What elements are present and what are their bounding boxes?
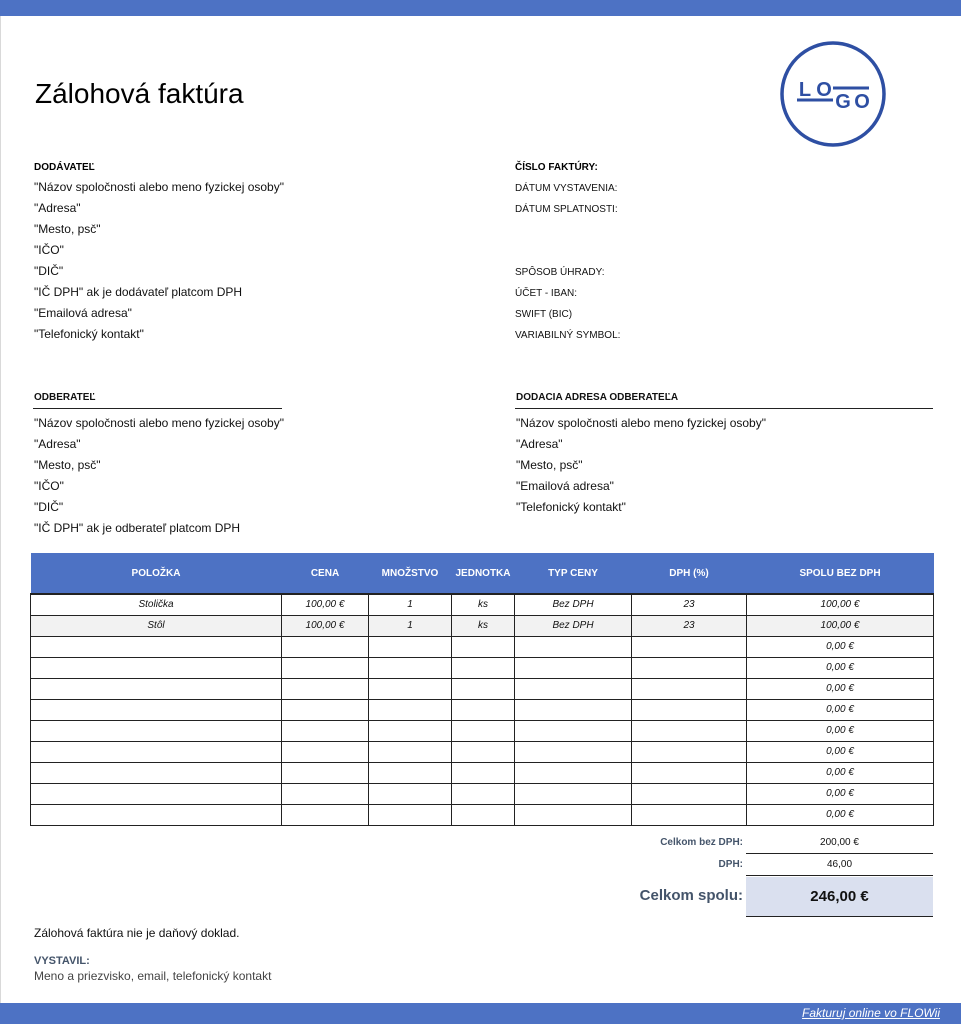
- col-header-price-type: TYP CENY: [515, 553, 632, 594]
- unit-cell: [452, 678, 515, 699]
- customer-dic: "DIČ": [34, 500, 64, 514]
- item-name-cell: [31, 762, 282, 783]
- item-name-cell: [31, 720, 282, 741]
- price-type-cell: [515, 636, 632, 657]
- quantity-cell: [369, 720, 452, 741]
- supplier-address: "Adresa": [34, 201, 81, 215]
- unit-cell: [452, 762, 515, 783]
- row-total-cell: 0,00 €: [747, 741, 934, 762]
- vat-cell: 23: [632, 615, 747, 636]
- delivery-heading: DODACIA ADRESA ODBERATEĽA: [515, 391, 933, 409]
- price-type-cell: [515, 657, 632, 678]
- item-name-cell: [31, 657, 282, 678]
- price-cell: [282, 783, 369, 804]
- item-name-cell: [31, 783, 282, 804]
- delivery-city: "Mesto, psč": [516, 458, 583, 472]
- table-row: [31, 699, 934, 720]
- price-cell: [282, 762, 369, 783]
- customer-ic-dph: "IČ DPH" ak je odberateľ platcom DPH: [34, 521, 241, 535]
- issuer-contact: Meno a priezvisko, email, telefonický kontakt: [34, 969, 272, 983]
- meta-spacer: [515, 245, 620, 266]
- quantity-cell: [369, 678, 452, 699]
- supplier-ic-dph: "IČ DPH" ak je dodávateľ platcom DPH: [34, 285, 243, 299]
- item-name-cell: [31, 678, 282, 699]
- item-name-cell: [31, 741, 282, 762]
- subtotal-row: [600, 832, 933, 854]
- logo-letter: O: [854, 91, 870, 113]
- unit-cell: [452, 699, 515, 720]
- vat-cell: [632, 783, 747, 804]
- vat-cell: 23: [632, 594, 747, 615]
- delivery-block: [515, 391, 933, 518]
- issue-date-label: DÁTUM VYSTAVENIA:: [515, 183, 618, 194]
- row-total-cell: 0,00 €: [747, 783, 934, 804]
- price-cell: [282, 741, 369, 762]
- supplier-block: [34, 161, 284, 345]
- subtotal-value: 200,00 €: [746, 832, 933, 854]
- unit-cell: [452, 783, 515, 804]
- vat-cell: [632, 741, 747, 762]
- vat-cell: [632, 804, 747, 825]
- price-cell: 100,00 €: [282, 615, 369, 636]
- subtotal-label: Celkom bez DPH:: [660, 837, 743, 848]
- delivery-email: "Emailová adresa": [516, 479, 614, 493]
- price-type-cell: [515, 804, 632, 825]
- delivery-phone: "Telefonický kontakt": [516, 500, 626, 514]
- flowii-link[interactable]: Fakturuj online vo FLOWii: [802, 1006, 940, 1020]
- vat-value: 46,00: [746, 854, 933, 876]
- item-name-cell: [31, 699, 282, 720]
- quantity-cell: [369, 783, 452, 804]
- row-total-cell: 100,00 €: [747, 594, 934, 615]
- table-row: [31, 636, 934, 657]
- quantity-cell: [369, 741, 452, 762]
- vat-cell: [632, 762, 747, 783]
- row-total-cell: 0,00 €: [747, 657, 934, 678]
- variable-symbol-label: VARIABILNÝ SYMBOL:: [515, 330, 621, 341]
- grand-total-value: 246,00 €: [746, 877, 933, 917]
- row-total-cell: 0,00 €: [747, 636, 934, 657]
- unit-cell: [452, 720, 515, 741]
- quantity-cell: [369, 699, 452, 720]
- table-row: [31, 741, 934, 762]
- item-name-cell: Stolička: [31, 594, 282, 615]
- item-name-cell: [31, 804, 282, 825]
- table-row: [31, 762, 934, 783]
- item-name-cell: [31, 636, 282, 657]
- quantity-cell: [369, 636, 452, 657]
- vat-cell: [632, 720, 747, 741]
- price-cell: [282, 699, 369, 720]
- price-cell: [282, 678, 369, 699]
- totals-block: [600, 832, 933, 917]
- unit-cell: ks: [452, 615, 515, 636]
- supplier-dic: "DIČ": [34, 264, 64, 278]
- quantity-cell: [369, 804, 452, 825]
- meta-spacer: [515, 224, 620, 245]
- customer-city: "Mesto, psč": [34, 458, 101, 472]
- tax-document-note: Zálohová faktúra nie je daňový doklad.: [34, 926, 240, 940]
- supplier-heading: DODÁVATEĽ: [34, 162, 95, 173]
- customer-heading: ODBERATEĽ: [33, 391, 282, 409]
- supplier-email: "Emailová adresa": [34, 306, 132, 320]
- price-cell: [282, 720, 369, 741]
- unit-cell: [452, 636, 515, 657]
- col-header-vat: DPH (%): [632, 553, 747, 594]
- top-accent-bar: [0, 0, 961, 16]
- page-edge: [0, 16, 1, 1003]
- due-date-label: DÁTUM SPLATNOSTI:: [515, 204, 618, 215]
- price-type-cell: Bez DPH: [515, 594, 632, 615]
- price-type-cell: [515, 783, 632, 804]
- table-row: [31, 804, 934, 825]
- bottom-accent-bar: [0, 1003, 961, 1024]
- row-total-cell: 0,00 €: [747, 699, 934, 720]
- iban-label: ÚČET - IBAN:: [515, 288, 578, 299]
- col-header-total: SPOLU BEZ DPH: [747, 553, 934, 594]
- customer-address: "Adresa": [34, 437, 81, 451]
- unit-cell: [452, 657, 515, 678]
- row-total-cell: 0,00 €: [747, 720, 934, 741]
- price-type-cell: [515, 678, 632, 699]
- row-total-cell: 0,00 €: [747, 678, 934, 699]
- table-row: [31, 783, 934, 804]
- price-type-cell: [515, 762, 632, 783]
- unit-cell: ks: [452, 594, 515, 615]
- page-title: Zálohová faktúra: [35, 78, 244, 109]
- supplier-city: "Mesto, psč": [34, 222, 101, 236]
- items-table: [30, 553, 934, 826]
- quantity-cell: [369, 762, 452, 783]
- price-type-cell: [515, 699, 632, 720]
- logo-letter: O: [816, 79, 832, 101]
- quantity-cell: 1: [369, 615, 452, 636]
- grand-total-row: [600, 877, 933, 917]
- price-cell: [282, 657, 369, 678]
- row-total-cell: 100,00 €: [747, 615, 934, 636]
- supplier-name: "Názov spoločnosti alebo meno fyzickej osoby": [34, 180, 284, 194]
- table-row: [31, 594, 934, 615]
- col-header-price: CENA: [282, 553, 369, 594]
- price-type-cell: Bez DPH: [515, 615, 632, 636]
- issued-by-label: VYSTAVIL:: [34, 955, 90, 967]
- invoice-number-label: ČÍSLO FAKTÚRY:: [515, 162, 598, 173]
- col-header-unit: JEDNOTKA: [452, 553, 515, 594]
- quantity-cell: 1: [369, 594, 452, 615]
- table-header-row: [31, 553, 934, 594]
- customer-block: [33, 391, 282, 539]
- payment-method-label: SPÔSOB ÚHRADY:: [515, 267, 605, 278]
- customer-name: "Názov spoločnosti alebo meno fyzickej osoby": [34, 416, 284, 430]
- invoice-meta-block: [515, 161, 620, 350]
- price-cell: [282, 804, 369, 825]
- vat-cell: [632, 636, 747, 657]
- price-cell: 100,00 €: [282, 594, 369, 615]
- table-row: [31, 720, 934, 741]
- vat-cell: [632, 657, 747, 678]
- supplier-phone: "Telefonický kontakt": [34, 327, 144, 341]
- vat-label: DPH:: [718, 859, 743, 870]
- logo: [779, 40, 887, 148]
- row-total-cell: 0,00 €: [747, 804, 934, 825]
- logo-letter: G: [835, 91, 851, 113]
- price-type-cell: [515, 720, 632, 741]
- table-row: [31, 615, 934, 636]
- unit-cell: [452, 741, 515, 762]
- price-type-cell: [515, 741, 632, 762]
- swift-label: SWIFT (BIC): [515, 309, 573, 320]
- table-row: [31, 678, 934, 699]
- customer-ico: "IČO": [34, 479, 64, 493]
- logo-letter: L: [798, 79, 812, 101]
- table-row: [31, 657, 934, 678]
- row-total-cell: 0,00 €: [747, 762, 934, 783]
- col-header-quantity: MNOŽSTVO: [369, 553, 452, 594]
- grand-total-label: Celkom spolu:: [639, 887, 743, 904]
- vat-cell: [632, 678, 747, 699]
- supplier-ico: "IČO": [34, 243, 64, 257]
- col-header-item: POLOŽKA: [31, 553, 282, 594]
- item-name-cell: Stôl: [31, 615, 282, 636]
- quantity-cell: [369, 657, 452, 678]
- price-cell: [282, 636, 369, 657]
- delivery-name: "Názov spoločnosti alebo meno fyzickej osoby": [516, 416, 766, 430]
- vat-row: [600, 854, 933, 876]
- vat-cell: [632, 699, 747, 720]
- unit-cell: [452, 804, 515, 825]
- items-body: [31, 594, 934, 825]
- delivery-address: "Adresa": [516, 437, 563, 451]
